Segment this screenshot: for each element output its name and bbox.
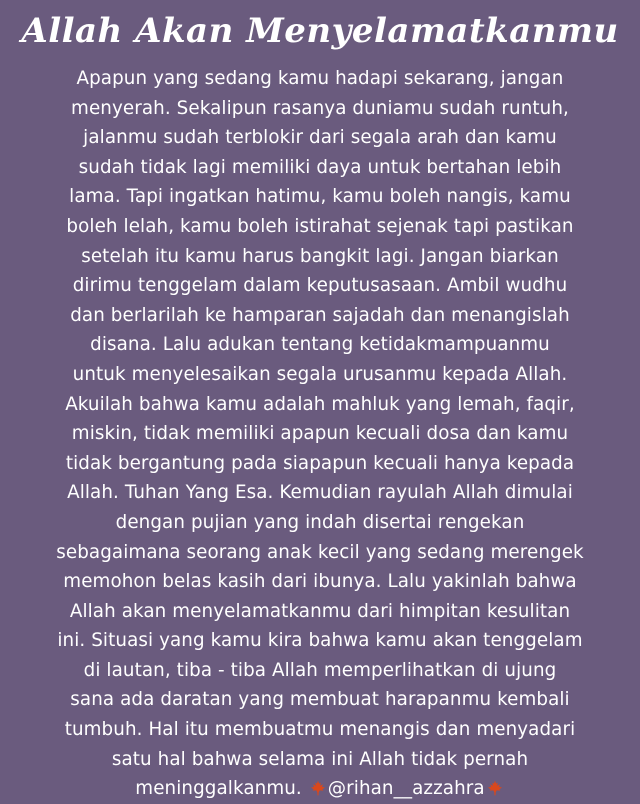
quote-last-line <box>14 774 626 804</box>
quote-line: ini. Situasi yang kamu kira bahwa kamu akan tenggelam <box>57 630 583 652</box>
quote-line: miskin, tidak memiliki apapun kecuali dosa dan kamu <box>71 423 569 445</box>
quote-line: jalanmu sudah terblokir dari segala arah dan kamu <box>83 127 557 149</box>
quote-line: di lautan, tiba - tiba Allah memperlihatkan di ujung <box>83 659 557 681</box>
quote-line: setelah itu kamu harus bangkit lagi. Jangan biarkan <box>81 245 559 267</box>
quote-line: sana ada daratan yang membuat harapanmu kembali <box>70 689 570 711</box>
quote-body <box>14 64 626 804</box>
author-handle[interactable]: @rihan__azzahra <box>327 778 485 800</box>
quote-line: boleh lelah, kamu boleh istirahat sejenak tapi pastikan <box>66 215 574 237</box>
page-title: Allah Akan Menyelamatkanmu <box>21 11 619 51</box>
quote-line: menyerah. Sekalipun rasanya duniamu sudah runtuh, <box>71 97 569 119</box>
quote-line: Allah. Tuhan Yang Esa. Kemudian rayulah Allah dimulai <box>67 482 573 504</box>
quote-line: dengan pujian yang indah disertai rengekan <box>115 511 525 533</box>
quote-line: tumbuh. Hal itu membuatmu menangis dan menyadari <box>64 719 576 741</box>
quote-line: dan berlarilah ke hamparan sajadah dan menangislah <box>70 304 570 326</box>
quote-line: disana. Lalu adukan tentang ketidakmampuanmu <box>90 334 550 356</box>
quote-last-line-text: meninggalkanmu. <box>135 778 302 800</box>
quote-line: Akuilah bahwa kamu adalah mahluk yang lemah, faqir, <box>65 393 575 415</box>
quote-line: lama. Tapi ingatkan hatimu, kamu boleh nangis, kamu <box>69 186 571 208</box>
quote-line: Allah akan menyelamatkanmu dari himpitan kesulitan <box>69 600 571 622</box>
quote-line: memohon belas kasih dari ibunya. Lalu yakinlah bahwa <box>63 571 577 593</box>
quote-line: sudah tidak lagi memiliki daya untuk bertahan lebih <box>78 156 562 178</box>
quote-line: Apapun yang sedang kamu hadapi sekarang, jangan <box>76 68 564 89</box>
quote-line: untuk menyelesaikan segala urusanmu kepada Allah. <box>72 363 568 385</box>
maple-leaf-icon <box>310 780 326 796</box>
quote-line: satu hal bahwa selama ini Allah tidak pernah <box>111 748 529 770</box>
maple-leaf-icon <box>487 780 503 796</box>
quote-line: sebagaimana seorang anak kecil yang sedang merengek <box>56 541 584 563</box>
quote-line: tidak bergantung pada siapapun kecuali hanya kepada <box>65 452 575 474</box>
quote-line: dirimu tenggelam dalam keputusasaan. Ambil wudhu <box>72 275 568 297</box>
